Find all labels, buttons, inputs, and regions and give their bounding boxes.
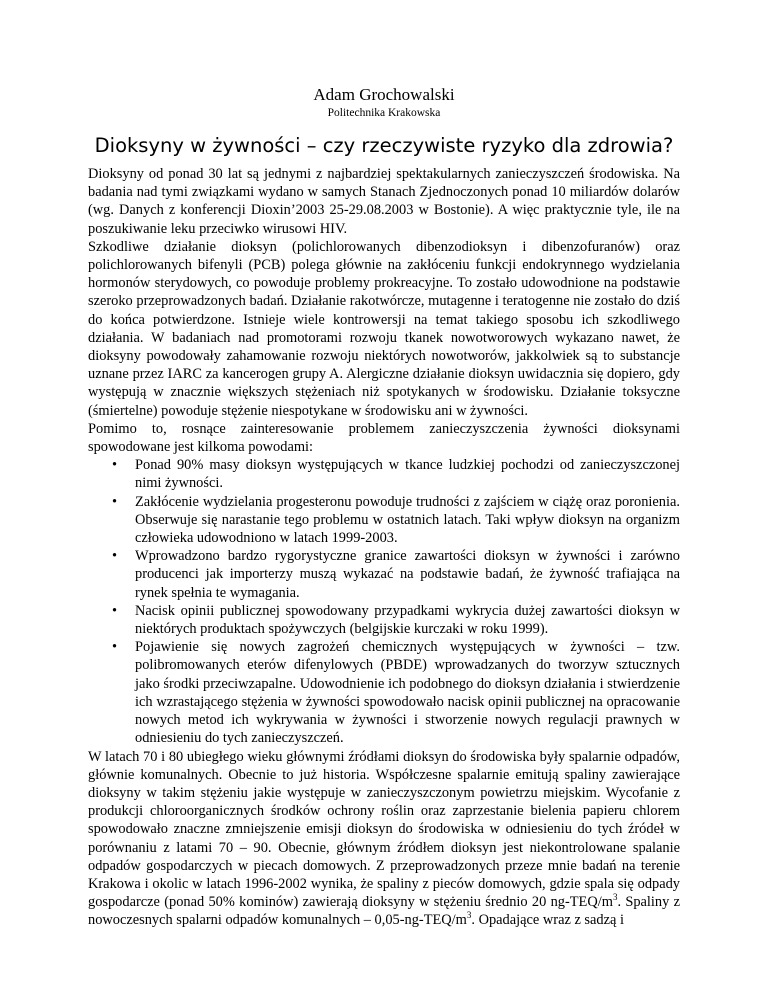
bullet-icon: • — [112, 457, 118, 474]
bullet-icon: • — [112, 548, 118, 565]
document-title: Dioksyny w żywności – czy rzeczywiste ryzyko dla zdrowia? — [94, 134, 674, 157]
paragraph-reasons-intro: Pomimo to, rosnące zainteresowanie problemem zanieczyszczenia żywności dioksynami spowodowane jest kilkoma powodami: — [88, 420, 680, 456]
paragraph-intro: Dioksyny od ponad 30 lat są jednymi z najbardziej spektakularnych zanieczyszczeń środowiska. Na badania nad tymi związkami wydano w samych Stanach Zjednoczonych ponad 10 miliardów dolarów (wg. Danych z konferencji Dioxin’2003 25-29.08.2003 w Bostonie). A więc praktycznie tyle, ile na poszukiwanie leku przeciwko wirusowi HIV. — [88, 166, 680, 237]
paragraph-sources — [88, 748, 680, 930]
list-item — [88, 547, 680, 602]
list-item-text: Wprowadzono bardzo rygorystyczne granice zawartości dioksyn w żywności i zarówno producenci jak importerzy muszą wykazać na podstawie badań, że żywność trafiająca na rynek spełnia te wymagania. — [135, 548, 680, 601]
reasons-list — [88, 456, 680, 747]
list-item-text: Nacisk opinii publicznej spowodowany przypadkami wykrycia dużej zawartości dioksyn w niektórych produktach spożywczych (belgijskie kurczaki w roku 1999). — [135, 602, 680, 638]
paragraph-sources-text-b: . Spaliny z nowoczesnych spalarni odpadów komunalnych – 0,05-ng-TEQ/m — [88, 894, 680, 929]
paragraph-sources-text-a: W latach 70 i 80 ubiegłego wieku głównymi źródłami dioksyn do środowiska były spalarnie odpadów, głównie komunalnych. Obecnie to już historia. Współczesne spalarnie emitują spaliny zawierające dioksyny w takim stężeniu jakie występuje w zanieczyszczonym powietrzu miejskim. Wycofanie z produkcji chloroorganicznych środków ochrony roślin oraz zaprzestanie bielenia papieru chlorem spowodowało znaczne zmniejszenie emisji dioksyn do środowiska w odniesieniu do tych źródeł w porównaniu z latami 70 – 90. Obecnie, głównym źródłem dioksyn jest niekontrolowane spalanie odpadów gospodarczych w piecach domowych. Z przeprowadzonych przeze mnie badań na terenie Krakowa i okolic w latach 1996-2002 wynika, że spaliny z pieców domowych, gdzie spala się odpady gospodarcze (ponad 50% kominów) zawierają dioksyny w stężeniu średnio 20 ng-TEQ/m — [88, 748, 680, 911]
document-body — [88, 165, 680, 930]
superscript: 3 — [612, 892, 618, 903]
list-item — [88, 493, 680, 548]
author-affiliation: Politechnika Krakowska — [327, 107, 441, 119]
list-item — [88, 638, 680, 747]
list-item-text: Pojawienie się nowych zagrożeń chemicznych występujących w żywności – tzw. polibromowanych eterów difenylowych (PBDE) wprowadzanych do tworzyw sztucznych jako środki przeciwzapalne. Udowodnienie ich podobnego do dioksyn działania i stwierdzenie ich wzrastającego stężenia w żywności spowodowało nacisk opinii publicznej na opracowanie nowych metod ich wykrywania w żywności i stworzenie nowych regulacji prawnych w odniesieniu do tych zanieczyszczeń. — [135, 639, 680, 747]
list-item-text: Zakłócenie wydzielania progesteronu powoduje trudności z zajściem w ciążę oraz poronienia. Obserwuje się narastanie tego problemu w ostatnich latach. Taki wpływ dioksyn na organizm człowieka udowodniono w latach 1999-2003. — [135, 493, 680, 547]
bullet-icon: • — [112, 493, 118, 510]
list-item — [88, 456, 680, 492]
paragraph-sources-text-c: . Opadające wraz z sadzą i — [471, 912, 624, 929]
bullet-icon: • — [112, 602, 118, 619]
bullet-icon: • — [112, 639, 118, 656]
list-item-text: Ponad 90% masy dioksyn występujących w tkance ludzkiej pochodzi od zanieczyszczonej nimi żywności. — [135, 457, 680, 492]
list-item — [88, 602, 680, 638]
author-name: Adam Grochowalski — [313, 85, 455, 104]
paragraph-harmful-effects: Szkodliwe działanie dioksyn (polichlorowanych dibenzodioksyn i dibenzofuranów) oraz polichlorowanych bifenyli (PCB) polega głównie na zakłóceniu funkcji endokrynnego wydzielania hormonów sterydowych, co powoduje problemy prokreacyjne. To zostało udowodnione na podstawie szeroko przeprowadzonych badań. Działanie rakotwórcze, mutagenne i teratogenne nie zostało do dziś do końca potwierdzone. Istnieje wiele kontrowersji na temat takiego sposobu ich szkodliwego działania. W badaniach nad promotorami rozwoju tkanek nowotworowych wykazano nawet, że dioksyny powodowały zahamowanie rozwoju niektórych nowotworów, jakkolwiek są to substancje uznane przez IARC za kancerogen grupy A. Alergiczne działanie dioksyn uwidacznia się dopiero, gdy występują w znacznie większych stężeniach niż spotykanych w środowisku. Działanie toksyczne (śmiertelne) powoduje stężenie niespotykane w środowisku ani w żywności. — [88, 238, 680, 419]
superscript: 3 — [466, 910, 472, 921]
